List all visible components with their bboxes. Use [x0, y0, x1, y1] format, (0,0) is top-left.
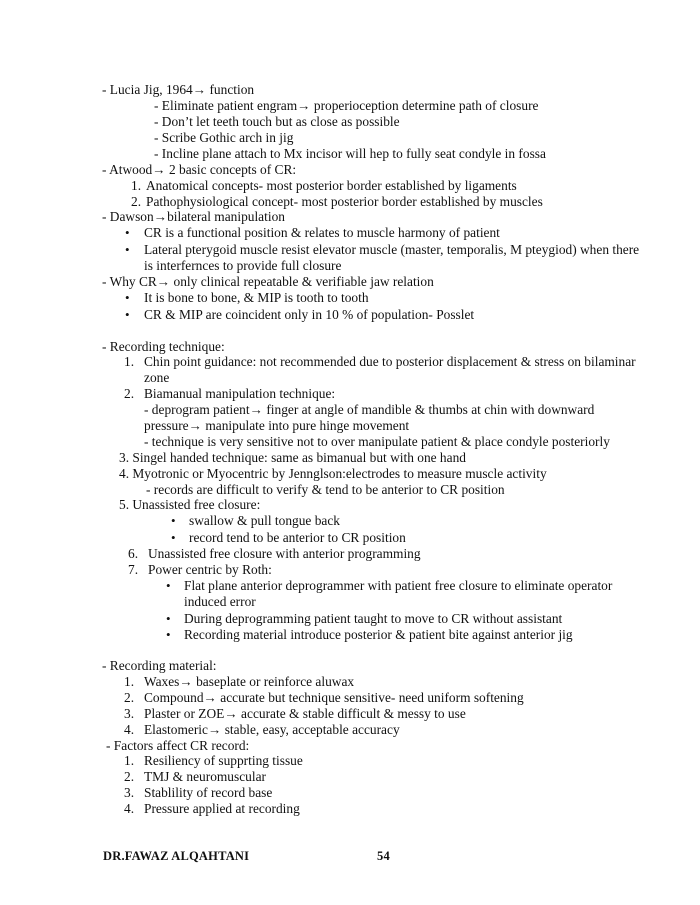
atwood-item: Pathophysiological concept- most posterior border established by muscles	[146, 194, 543, 209]
footer-author: DR.FAWAZ ALQAHTANI	[103, 849, 250, 863]
page-number: 54	[377, 849, 390, 863]
technique-line: Chin point guidance: not recommended due to posterior displacement & stress on bilaminar	[144, 354, 636, 369]
atwood-heading: - Atwood→ 2 basic concepts of CR:	[102, 162, 297, 177]
technique-line: Recording material introduce posterior & patient bite against anterior jig	[184, 627, 573, 642]
technique-line: Flat plane anterior deprogrammer with patient free closure to eliminate operator	[184, 578, 613, 593]
list-number: 3.	[124, 706, 135, 721]
bullet-icon: •	[171, 513, 176, 528]
material-item: Compound→ accurate but technique sensitive- need uniform softening	[144, 690, 524, 705]
material-heading: - Recording material:	[102, 658, 217, 673]
technique-line: record tend to be anterior to CR position	[189, 530, 406, 545]
dawson-item-continuation: is interfernces to provide full closure	[144, 258, 342, 273]
technique-line: Power centric by Roth:	[148, 562, 272, 577]
lucia-item: - Eliminate patient engram→ properioception determine path of closure	[154, 98, 539, 113]
dawson-heading: - Dawson→bilateral manipulation	[102, 209, 285, 224]
list-number: 1.	[131, 178, 142, 193]
factors-item: TMJ & neuromuscular	[144, 769, 266, 784]
bullet-icon: •	[166, 578, 171, 593]
technique-line: 3. Singel handed technique: same as bimanual but with one hand	[119, 450, 466, 465]
list-number: 3.	[124, 785, 135, 800]
bullet-icon: •	[125, 290, 130, 305]
lucia-heading: - Lucia Jig, 1964→ function	[102, 82, 255, 97]
list-number: 4.	[124, 801, 135, 816]
technique-line: pressure→ manipulate into pure hinge movement	[144, 418, 410, 433]
technique-line: zone	[144, 370, 170, 385]
technique-line: induced error	[184, 594, 256, 609]
dawson-item: Lateral pterygoid muscle resist elevator muscle (master, temporalis, M pteygiod) when there	[144, 242, 640, 257]
list-number: 4.	[124, 722, 135, 737]
dawson-item: CR is a functional position & relates to muscle harmony of patient	[144, 225, 500, 240]
bullet-icon: •	[125, 242, 130, 257]
technique-line: - records are difficult to verify & tend to be anterior to CR position	[146, 482, 505, 497]
factors-item: Resiliency of supprting tissue	[144, 753, 303, 768]
factors-item: Stablility of record base	[144, 785, 273, 800]
bullet-icon: •	[171, 530, 176, 545]
technique-line: - deprogram patient→ finger at angle of mandible & thumbs at chin with downward	[144, 402, 595, 417]
list-number: 1.	[124, 354, 135, 369]
why-item: It is bone to bone, & MIP is tooth to tooth	[144, 290, 369, 305]
bullet-icon: •	[166, 627, 171, 642]
technique-heading: - Recording technique:	[102, 339, 225, 354]
why-heading: - Why CR→ only clinical repeatable & verifiable jaw relation	[102, 274, 434, 289]
atwood-item: Anatomical concepts- most posterior border established by ligaments	[146, 178, 517, 193]
material-item: Elastomeric→ stable, easy, acceptable accuracy	[144, 722, 400, 737]
material-item: Plaster or ZOE→ accurate & stable difficult & messy to use	[144, 706, 466, 721]
technique-line: Unassisted free closure with anterior programming	[148, 546, 421, 561]
technique-line: 4. Myotronic or Myocentric by Jennglson:electrodes to measure muscle activity	[119, 466, 547, 481]
list-number: 7.	[128, 562, 139, 577]
technique-line: Biamanual manipulation technique:	[144, 386, 336, 401]
technique-line: During deprogramming patient taught to move to CR without assistant	[184, 611, 563, 626]
list-number: 2.	[124, 690, 135, 705]
list-number: 2.	[124, 769, 135, 784]
bullet-icon: •	[125, 307, 130, 322]
list-number: 1.	[124, 753, 135, 768]
lucia-item: - Scribe Gothic arch in jig	[154, 130, 294, 145]
list-number: 1.	[124, 674, 135, 689]
bullet-icon: •	[166, 611, 171, 626]
material-item: Waxes→ baseplate or reinforce aluwax	[144, 674, 355, 689]
factors-item: Pressure applied at recording	[144, 801, 300, 816]
lucia-item: - Incline plane attach to Mx incisor will hep to fully seat condyle in fossa	[154, 146, 546, 161]
technique-line: - technique is very sensitive not to over manipulate patient & place condyle posteriorly	[144, 434, 610, 449]
technique-line: 5. Unassisted free closure:	[119, 497, 261, 512]
list-number: 6.	[128, 546, 139, 561]
list-number: 2.	[124, 386, 135, 401]
factors-heading: - Factors affect CR record:	[106, 738, 250, 753]
list-number: 2.	[131, 194, 142, 209]
technique-line: swallow & pull tongue back	[189, 513, 340, 528]
lucia-item: - Don’t let teeth touch but as close as possible	[154, 114, 400, 129]
bullet-icon: •	[125, 225, 130, 240]
why-item: CR & MIP are coincident only in 10 % of population- Posslet	[144, 307, 475, 322]
